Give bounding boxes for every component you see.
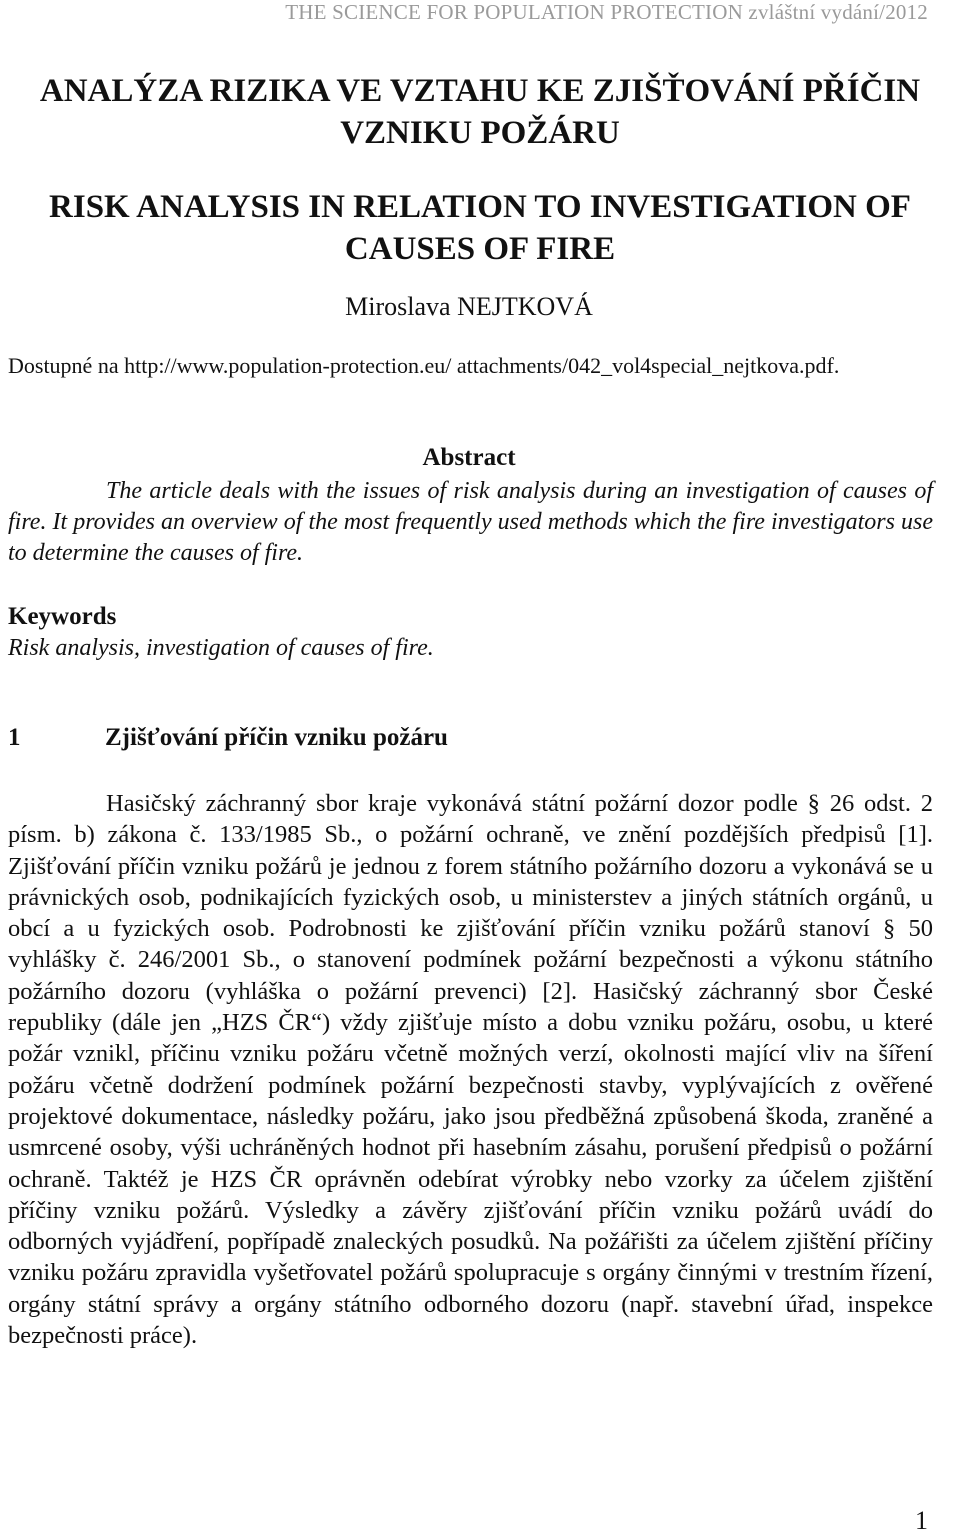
section-heading (8, 724, 933, 752)
abstract-heading: Abstract (422, 444, 516, 471)
section-title: Zjišťování příčin vzniku požáru (105, 724, 448, 751)
section-body-paragraph: Hasičský záchranný sbor kraje vykonává státní požární dozor podle § 26 odst. 2 písm. b) zákona č. 133/1985 Sb., o požární ochraně, ve znění pozdějších předpisů [1]. Zjišťování příčin vzniku požárů je jednou z forem státního požárního dozoru a vykonává se u právnických osob, podnikajících fyzických osob, u ministerstev a jiných státních orgánů, u obcí a u fyzických osob. Podrobnosti ke zjišťování příčin vzniku požárů stanoví § 50 vyhlášky č. 246/2001 Sb., o stanovení podmínek požární bezpečnosti a výkonu státního požárního dozoru (vyhláška o požární prevenci) [2]. Hasičský záchranný sbor České republiky (dále jen „HZS ČR“) vždy zjišťuje místo a dobu vzniku požáru, osobu, u které požár vznikl, příčinu vzniku požáru včetně možných verzí, okolnosti mající vliv na šíření požáru včetně dodržení podmínek požární bezpečnosti stavby, vyplývajících z ověřené projektové dokumentace, následky požáru, jako jsou předběžná způsobená škoda, zraněné a usmrcené osoby, výši uchráněných hodnot při hasebním zásahu, porušení předpisů o požární ochraně. Taktéž je HZS ČR oprávněn odebírat výrobky nebo vzorky za účelem zjištění příčiny vzniku požárů. Výsledky a závěry zjišťování příčin vzniku požárů uvádí do odborných vyjádření, popřípadě znaleckých posudků. Na požářišti za účelem zjištění příčiny vzniku požáru zpravidla vyšetřovatel požárů spolupracuje s orgány činnými v trestním řízení, orgány státní správy a orgány státního odborného dozoru (např. stavební úřad, inspekce bezpečnosti práce). (8, 790, 933, 1350)
article-title-english: RISK ANALYSIS IN RELATION TO INVESTIGATION OF CAUSES OF FIRE (49, 189, 911, 267)
article-title-czech: ANALÝZA RIZIKA VE VZTAHU KE ZJIŠŤOVÁNÍ PŘÍČIN VZNIKU POŽÁRU (39, 73, 921, 151)
author-name: Miroslava NEJTKOVÁ (345, 292, 593, 321)
abstract-text: The article deals with the issues of risk analysis during an investigation of causes of fire. It provides an overview of the most frequently used methods which the fire investigators use to determine the causes of fire. (8, 478, 933, 566)
page-number: 1 (915, 1506, 928, 1535)
journal-header: THE SCIENCE FOR POPULATION PROTECTION zvláštní vydání/2012 (285, 0, 928, 24)
availability-note[interactable]: Dostupné na http://www.population-protection.eu/ attachments/042_vol4special_nejtkova.pdf. (8, 353, 840, 378)
keywords-heading: Keywords (8, 603, 117, 630)
section-number: 1 (8, 724, 21, 751)
keywords-text: Risk analysis, investigation of causes of fire. (8, 635, 434, 661)
